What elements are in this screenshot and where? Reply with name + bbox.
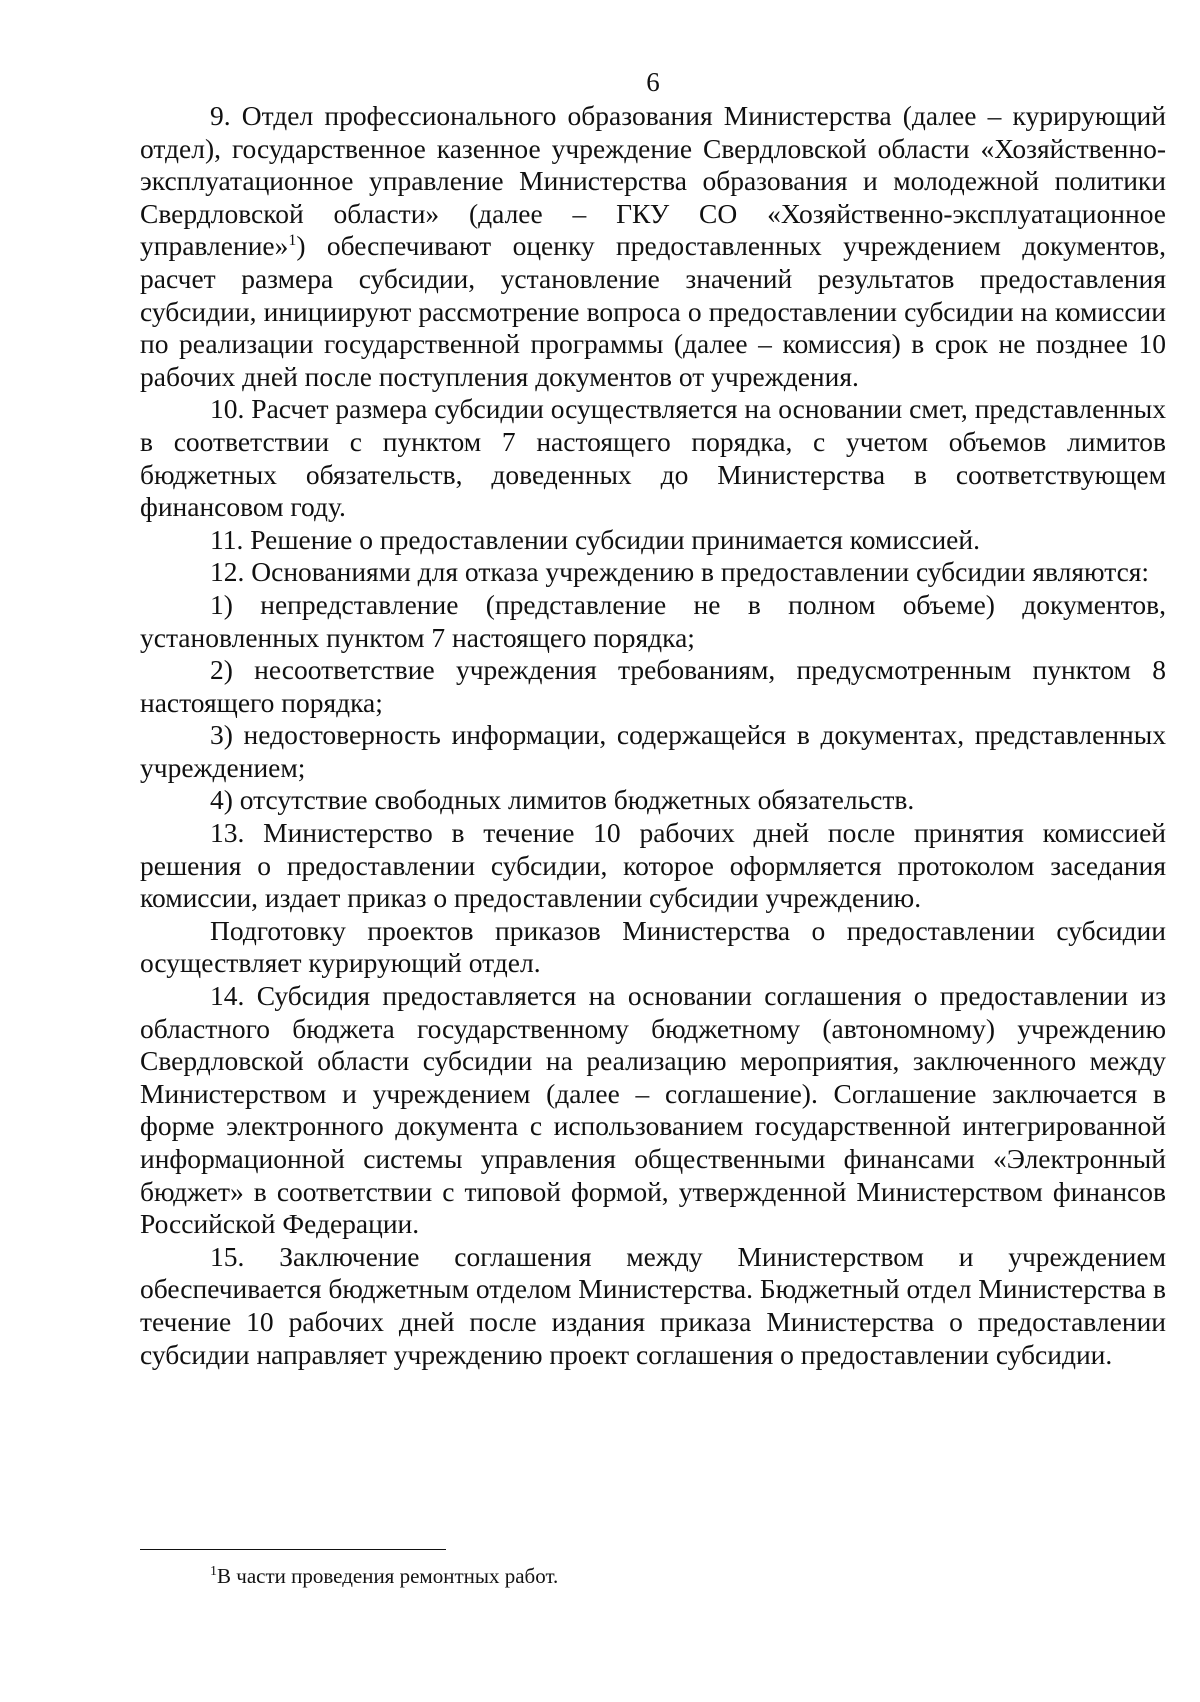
paragraph-12-item-1: 1) непредставление (представление не в полном объеме) документов, установленных пунктом 7 настоящего порядка; xyxy=(140,588,1166,653)
paragraph-9 xyxy=(140,100,1166,393)
paragraph-12-item-4: 4) отсутствие свободных лимитов бюджетных обязательств. xyxy=(210,784,915,816)
footnote-divider xyxy=(140,1549,446,1550)
footnote-reference: 1 xyxy=(288,232,297,250)
paragraph-14: 14. Субсидия предоставляется на основании соглашения о предоставлении из областного бюджета государственному бюджетному (автономному) учреждению Свердловской области субсидии на реализацию мероприятия, заключенного между Министерством и учреждением (далее – соглашение). Соглашение заключается в форме электронного документа с использованием государственной интегрированной информационной системы управления общественными финансами «Электронный бюджет» в соответствии с типовой формой, утвержденной Министерством финансов Российской Федерации. xyxy=(140,980,1166,1240)
page-number: 6 xyxy=(646,67,660,97)
document-page xyxy=(140,66,1166,1371)
paragraph-12-item-3: 3) недостоверность информации, содержащейся в документах, представленных учреждением; xyxy=(140,719,1166,783)
paragraph-15: 15. Заключение соглашения между Министерством и учреждением обеспечивается бюджетным отделом Министерства. Бюджетный отдел Министерства в течение 10 рабочих дней после издания приказа Министерства о предоставлении субсидии направляет учреждению проект соглашения о предоставлении субсидии. xyxy=(140,1240,1166,1370)
paragraph-12: 12. Основаниями для отказа учреждению в предоставлении субсидии являются: xyxy=(210,556,1150,588)
document-body xyxy=(140,100,1166,1371)
paragraph-12-item-2: 2) несоответствие учреждения требованиям, предусмотренным пунктом 8 настоящего порядка; xyxy=(140,654,1166,718)
paragraph-11: 11. Решение о предоставлении субсидии принимается комиссией. xyxy=(210,523,980,555)
footnote xyxy=(210,1563,558,1589)
paragraph-10: 10. Расчет размера субсидии осуществляется на основании смет, представленных в соответствии с пунктом 7 настоящего порядка, с учетом объемов лимитов бюджетных обязательств, доведенных до Министерства в соответствующем финансовом году. xyxy=(140,393,1166,523)
footnote-mark: 1 xyxy=(210,1564,217,1579)
paragraph-13-continuation: Подготовку проектов приказов Министерства о предоставлении субсидии осуществляет курирующий отдел. xyxy=(140,914,1166,979)
footnote-text: В части проведения ремонтных работ. xyxy=(217,1564,559,1588)
paragraph-9-text-end: ) обеспечивают оценку предоставленных учреждением документов, расчет размера субсидии, установление значений результатов предоставления субсидии, инициируют рассмотрение вопроса о предоставлении субсидии на комиссии по реализации государственной программы (далее – комиссия) в срок не позднее 10 рабочих дней после поступления документов от учреждения. xyxy=(140,230,1166,392)
paragraph-9-text-start: 9. Отдел профессионального образования Министерства (далее – курирующий отдел), государственное казенное учреждение Свердловской области «Хозяйственно-эксплуатационное управление Министерства образования и молодежной политики Свердловской области» (далее – ГКУ СО «Хозяйственно-эксплуатационное управление» xyxy=(140,100,1166,262)
paragraph-13: 13. Министерство в течение 10 рабочих дней после принятия комиссией решения о предоставлении субсидии, которое оформляется протоколом заседания комиссии, издает приказ о предоставлении субсидии учреждению. xyxy=(140,817,1166,914)
